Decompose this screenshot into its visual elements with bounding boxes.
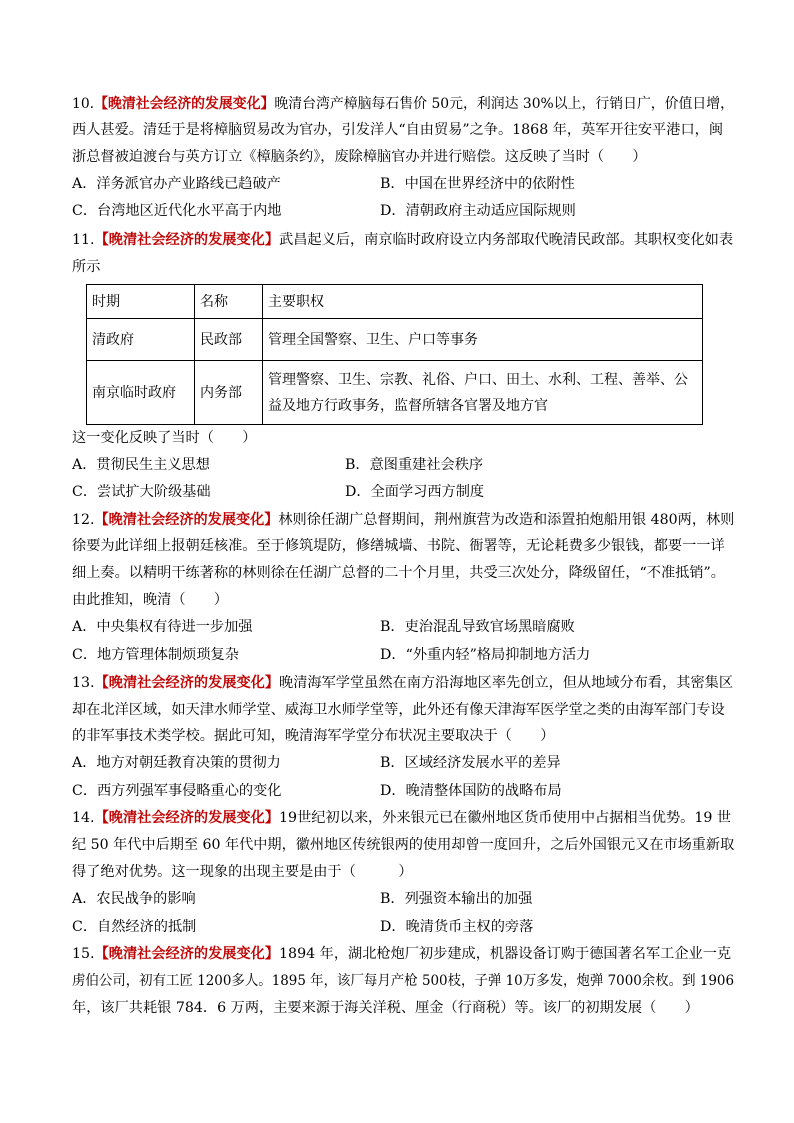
q10-option-d[interactable]: D．清朝政府主动适应国际规则	[380, 203, 576, 219]
table-header-period: 时期	[87, 285, 195, 319]
q14-option-c[interactable]: C．自然经济的抵制	[72, 919, 197, 935]
q11-topic-tag: 【晚清社会经济的发展变化】	[94, 232, 280, 248]
q14-number: 14.	[72, 810, 95, 826]
q13-option-c[interactable]: C．西方列强军事侵略重心的变化	[72, 783, 282, 799]
q12-option-a[interactable]: A．中央集权有待进一步加强	[72, 619, 253, 635]
q15-stem-line-1	[72, 944, 731, 964]
q11-stem-line-2: 所示	[72, 259, 101, 275]
q11-option-d[interactable]: D．全面学习西方制度	[345, 484, 485, 500]
q13-option-a[interactable]: A．地方对朝廷教育决策的贯彻力	[72, 755, 281, 771]
q14-text-1: 19世纪初以来，外来银元已在徽州地区货币使用中占据相当优势。19 世	[279, 810, 732, 826]
q14-topic-tag: 【晚清社会经济的发展变化】	[94, 810, 280, 826]
q10-stem-line-1	[72, 94, 734, 114]
q10-text-1: 晚清台湾产樟脑每石售价 50元，利润达 30%以上，行销日广，价值日增，	[274, 96, 735, 112]
table-header-name: 名称	[195, 285, 263, 319]
q12-stem-line-3: 细上奏。以精明干练著称的林则徐在任湖广总督的二十个月里，共受三次处分，降级留任，“不准抵销”。	[72, 565, 725, 581]
q12-topic-tag: 【晚清社会经济的发展变化】	[94, 512, 279, 528]
q14-stem-line-2: 纪 50 年代中后期至 60 年代中期，徽州地区传统银两的使用却曾一度回升，之后外国银元又在市场重新取	[72, 837, 735, 853]
q10-topic-tag: 【晚清社会经济的发展变化】	[94, 96, 275, 112]
q13-number: 13.	[72, 675, 95, 691]
q10-option-b[interactable]: B．中国在世界经济中的依附性	[380, 176, 575, 192]
q15-number: 15.	[72, 946, 95, 962]
q15-topic-tag: 【晚清社会经济的发展变化】	[94, 946, 280, 962]
q11-stem-line-1	[72, 230, 733, 250]
q11-text-1: 武昌起义后，南京临时政府设立内务部取代晚清民政部。其职权变化如表	[279, 232, 734, 248]
table-cell-period: 清政府	[87, 319, 195, 361]
q13-topic-tag: 【晚清社会经济的发展变化】	[94, 675, 280, 691]
q11-option-c[interactable]: C．尝试扩大阶级基础	[72, 484, 211, 500]
table-header-duty: 主要职权	[263, 285, 703, 319]
table-cell-name: 内务部	[195, 361, 263, 425]
q12-option-c[interactable]: C．地方管理体制烦琐复杂	[72, 647, 239, 663]
q11-number: 11.	[72, 232, 95, 248]
q11-table	[86, 284, 703, 425]
q12-stem-line-2: 徐要为此详细上报朝廷核准。至于修筑堤防，修缮城墙、书院、衙署等，无论耗费多少银钱，都要一一详	[72, 538, 725, 554]
q13-text-1: 晚清海军学堂虽然在南方沿海地区率先创立，但从地域分布看，其密集区	[279, 675, 734, 691]
q10-stem-line-3: 浙总督被迫渡台与英方订立《樟脑条约》，废除樟脑官办并进行赔偿。这反映了当时（ ）	[72, 149, 647, 165]
table-cell-duty-line-1: 管理警察、卫生、宗教、礼俗、户口、田土、水利、工程、善举、公	[268, 371, 688, 388]
q15-stem-line-3: 年，该厂共耗银 784．6 万两，主要来源于海关洋税、厘金（行商税）等。该厂的初期发展（ ）	[72, 1000, 699, 1016]
q10-option-c[interactable]: C．台湾地区近代化水平高于内地	[72, 203, 282, 219]
q11-stem-line-3: 这一变化反映了当时（ ）	[72, 430, 257, 446]
q13-stem-line-2: 却在北洋区域，如天津水师学堂、威海卫水师学堂等，此外还有像天津海军医学堂之类的由海军部门专设	[72, 702, 725, 718]
table-cell-name: 民政部	[195, 319, 263, 361]
table-cell-duty-line-2: 益及地方行政事务，监督所辖各官署及地方官	[268, 397, 548, 414]
table-header-row	[87, 285, 703, 319]
table-cell-period: 南京临时政府	[87, 361, 195, 425]
q13-stem-line-1	[72, 673, 733, 693]
q12-stem-line-4: 由此推知，晚清（ ）	[72, 592, 229, 608]
q11-option-a[interactable]: A．贯彻民生主义思想	[72, 457, 210, 473]
q10-stem-line-2: 西人甚爱。清廷于是将樟脑贸易改为官办，引发洋人“自由贸易”之争。1868 年，英军开往安平港口，闽	[72, 122, 724, 138]
q12-stem-line-1	[72, 510, 734, 530]
q12-text-1: 林则徐任湖广总督期间，荆州旗营为改造和添置拍炮船用银 480两，林则	[278, 512, 735, 528]
q12-number: 12.	[72, 512, 95, 528]
q10-option-a[interactable]: A．洋务派官办产业路线已趋破产	[72, 176, 281, 192]
table-cell-duty	[263, 361, 703, 425]
q15-text-1: 1894 年，湖北枪炮厂初步建成，机器设备订购于德国著名军工企业一克	[279, 946, 732, 962]
q14-option-b[interactable]: B．列强资本输出的加强	[380, 891, 533, 907]
q14-option-a[interactable]: A．农民战争的影响	[72, 891, 196, 907]
table-row	[87, 361, 703, 425]
table-row	[87, 319, 703, 361]
q15-stem-line-2: 虏伯公司，初有工匠 1200多人。1895 年，该厂每月产枪 500枝，子弹 10万多发，炮弹 7000余枚。到 1906	[72, 973, 735, 989]
q11-option-b[interactable]: B．意图重建社会秩序	[345, 457, 484, 473]
q13-option-b[interactable]: B．区域经济发展水平的差异	[380, 755, 561, 771]
q12-option-b[interactable]: B．吏治混乱导致官场黑暗腐败	[380, 619, 575, 635]
q13-stem-line-3: 的非军事技术类学校。据此可知，晚清海军学堂分布状况主要取决于（ ）	[72, 728, 555, 744]
table-cell-duty: 管理全国警察、卫生、户口等事务	[263, 319, 703, 361]
q14-option-d[interactable]: D．晚清货币主权的旁落	[380, 919, 534, 935]
q10-number: 10.	[72, 96, 95, 112]
q12-option-d[interactable]: D．“外重内轻”格局抑制地方活力	[380, 647, 591, 663]
q14-stem-line-3: 得了绝对优势。这一现象的出现主要是由于（ ）	[72, 864, 413, 880]
q13-option-d[interactable]: D．晚清整体国防的战略布局	[380, 783, 562, 799]
q14-stem-line-1	[72, 808, 731, 828]
